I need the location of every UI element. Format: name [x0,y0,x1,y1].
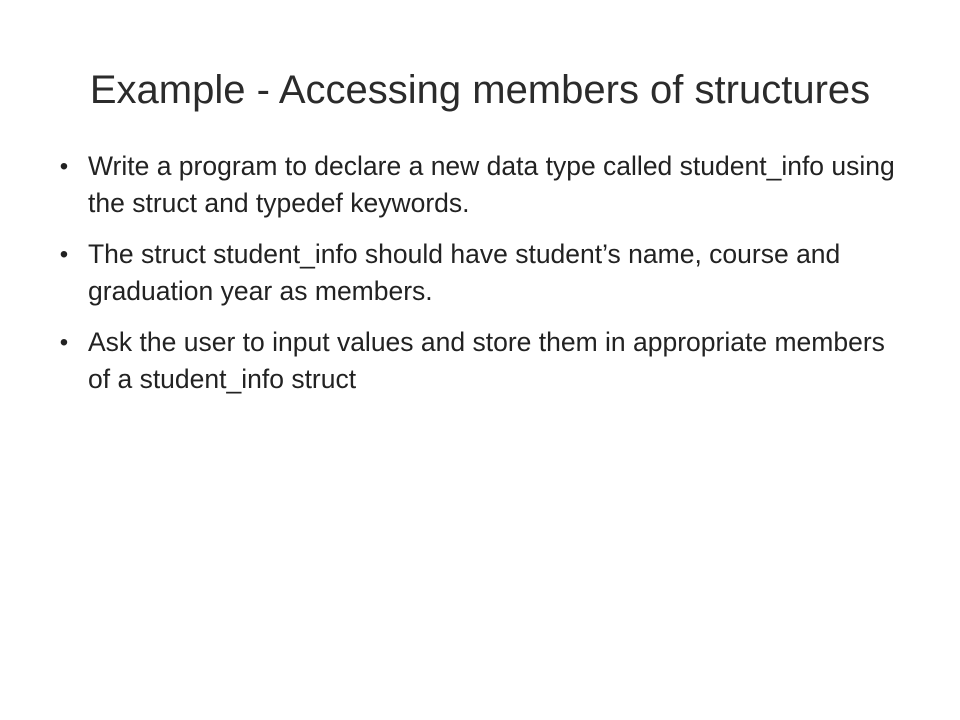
bullet-dot-icon: • [59,153,69,180]
bullet-dot-icon: • [59,241,69,268]
bullet-dot-icon: • [59,329,69,356]
bullet-text: Write a program to declare a new data type called student_info using the struct and typedef keywords. [88,151,895,218]
bullet-item [54,148,914,222]
bullet-text: The struct student_info should have student’s name, course and graduation year as members. [88,239,841,306]
bullet-item [54,324,914,398]
bullet-text: Ask the user to input values and store them in appropriate members of a student_info struct [88,327,885,394]
bullet-list [54,148,914,412]
slide-title: Example - Accessing members of structures [89,68,871,112]
bullet-item [54,236,914,310]
